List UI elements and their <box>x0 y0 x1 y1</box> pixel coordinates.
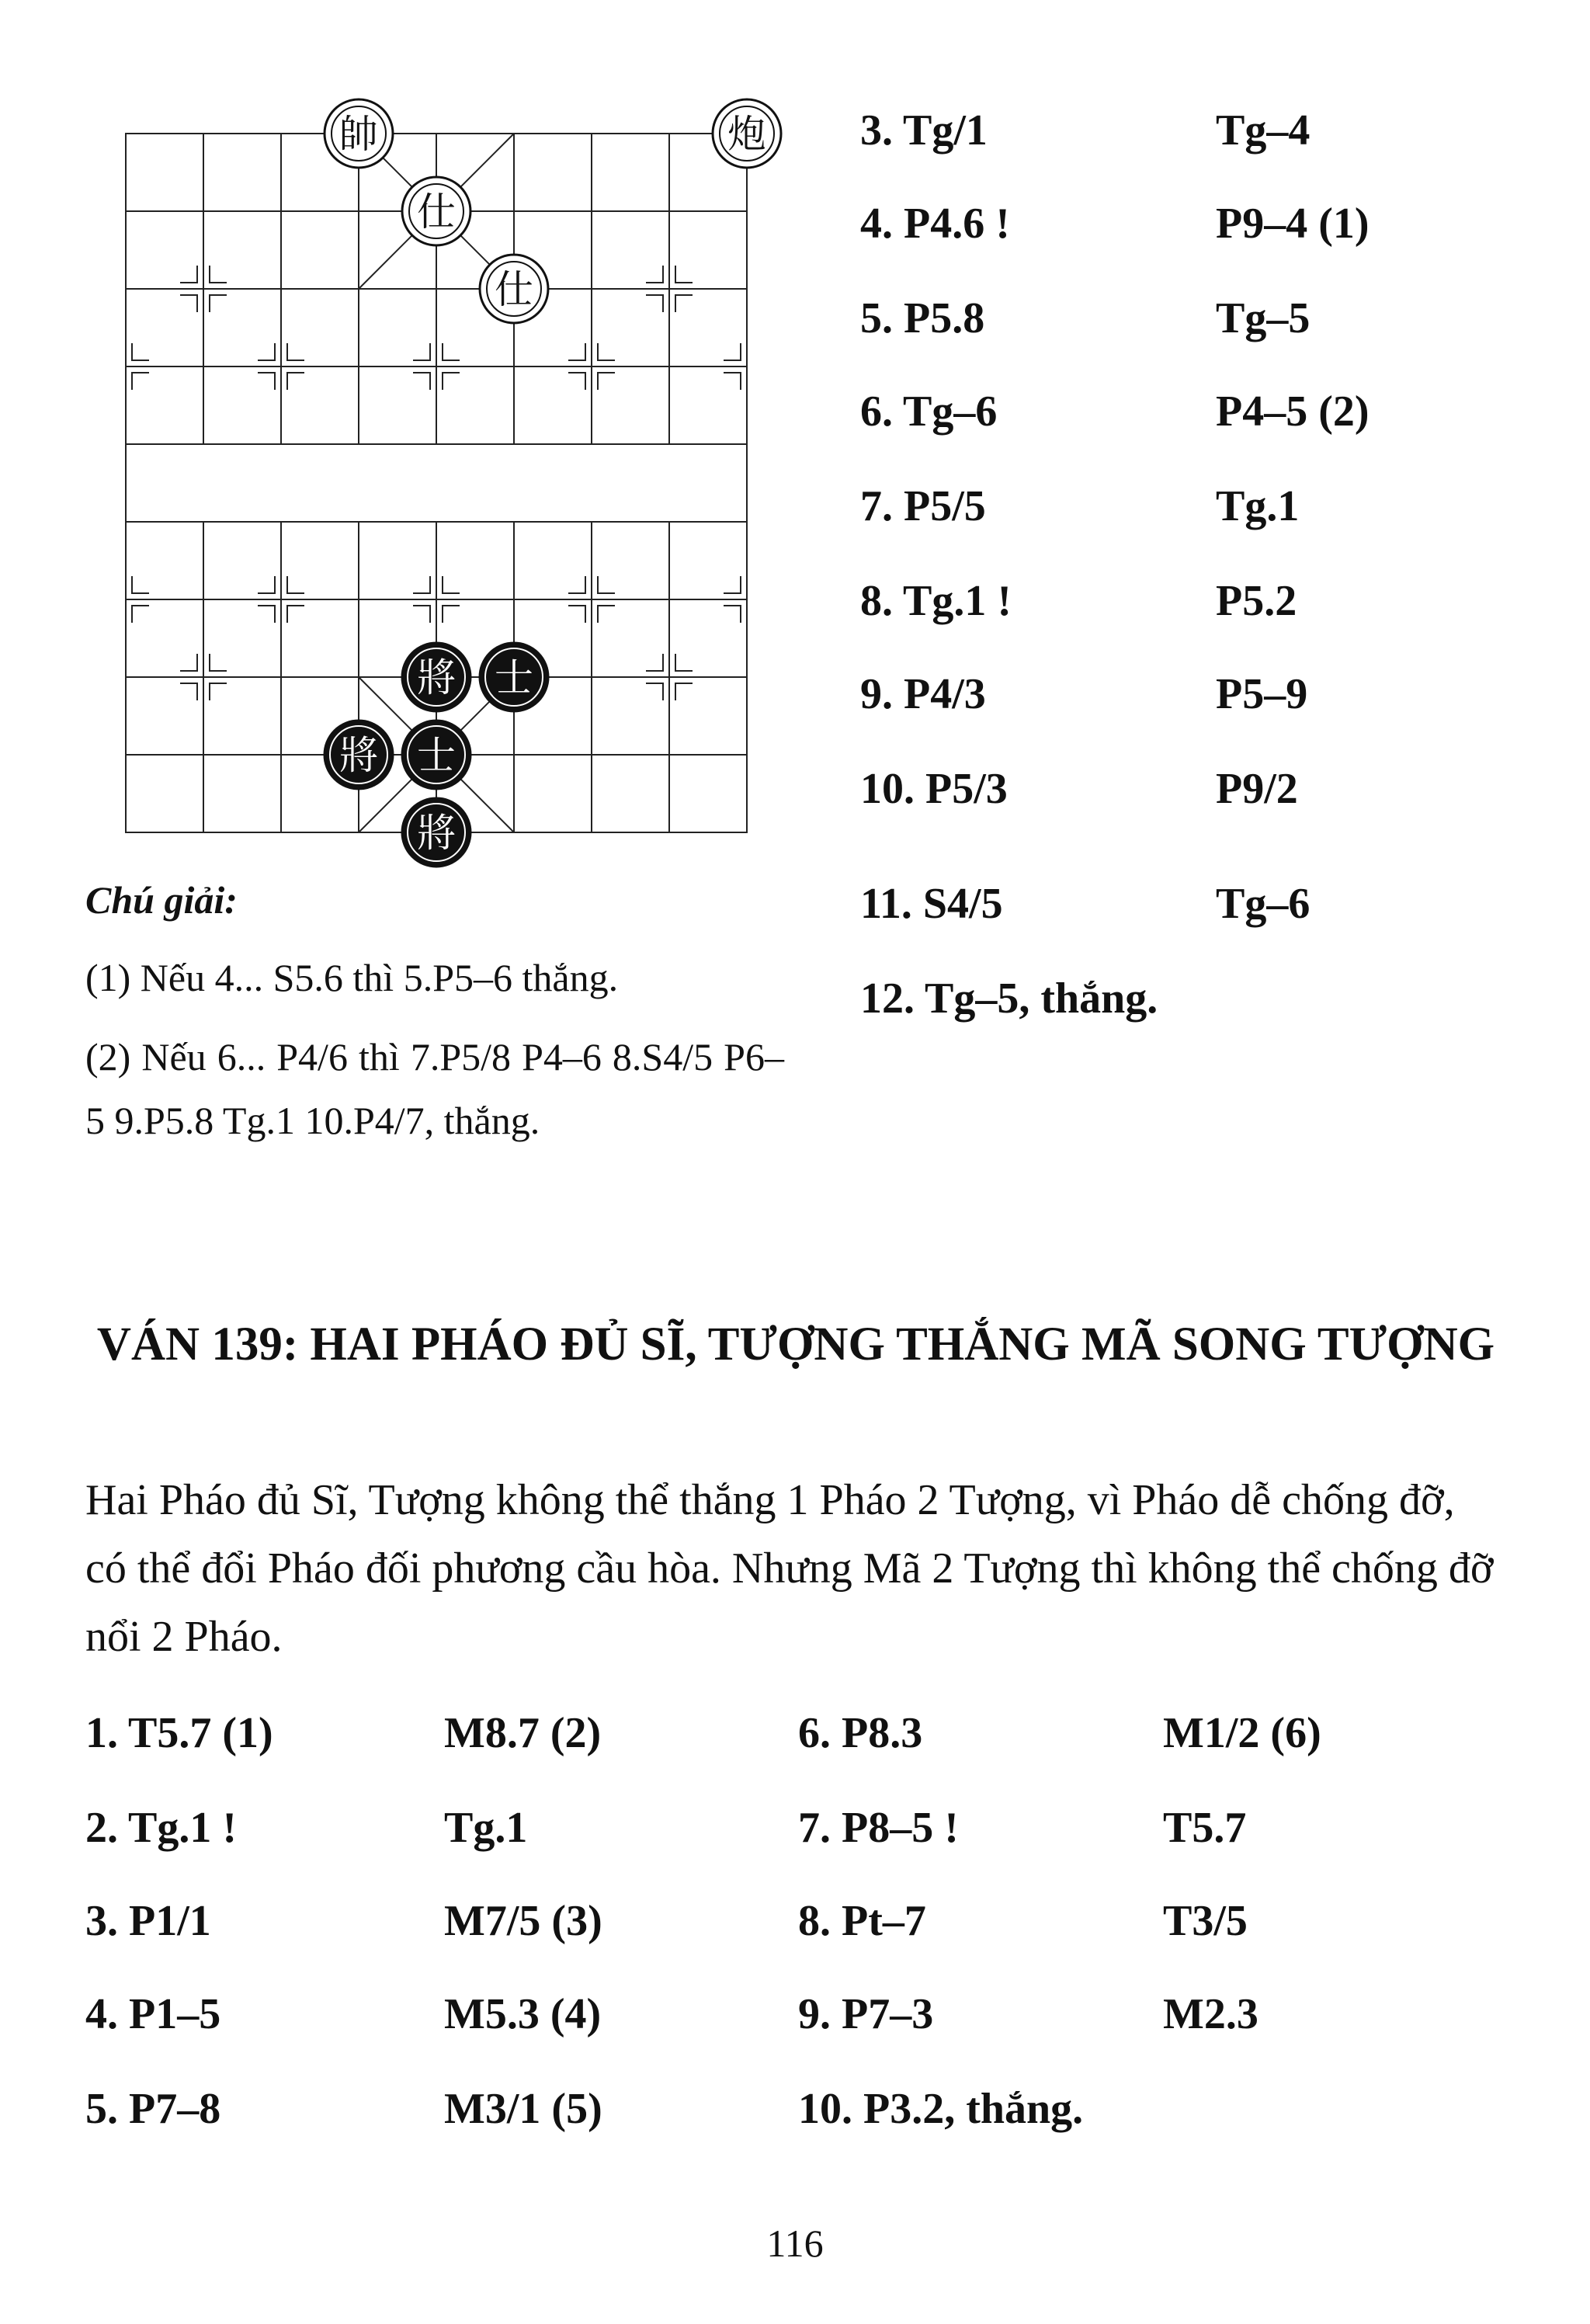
black-general-2-piece <box>325 721 393 789</box>
black-general-3-piece <box>402 798 470 867</box>
move-black: P4–5 (2) <box>1216 387 1370 436</box>
move-black: Tg.1 <box>444 1804 528 1852</box>
move-black: P9–4 (1) <box>1216 200 1370 248</box>
move-red: 6. Tg–6 <box>860 387 998 436</box>
move-black: P5–9 <box>1216 670 1308 718</box>
move-red: 4. P4.6 ! <box>860 200 1010 248</box>
move-red: 8. Tg.1 ! <box>860 577 1012 625</box>
move-black: T3/5 <box>1163 1897 1248 1945</box>
move-black: M1/2 (6) <box>1163 1709 1321 1757</box>
svg-text:士: 士 <box>495 655 533 700</box>
move-black: M8.7 (2) <box>444 1709 602 1757</box>
move-black: P5.2 <box>1216 577 1297 625</box>
section-title: VÁN 139: HAI PHÁO ĐỦ SĨ, TƯỢNG THẮNG MÃ SONG TƯỢNG <box>96 1318 1495 1370</box>
red-cannon-piece <box>713 99 781 168</box>
svg-text:士: 士 <box>417 733 456 778</box>
move-red: 9. P7–3 <box>798 1990 934 2038</box>
move-red: 5. P7–8 <box>85 2085 221 2133</box>
red-advisor-2-piece <box>480 255 548 323</box>
move-red: 7. P5/5 <box>860 482 986 530</box>
move-red: 1. T5.7 (1) <box>85 1709 273 1757</box>
move-black: M7/5 (3) <box>444 1897 602 1945</box>
red-advisor-1-piece <box>402 177 470 245</box>
svg-text:炮: 炮 <box>727 112 766 157</box>
move-red: 8. Pt–7 <box>798 1897 926 1945</box>
section-intro: Hai Pháo đủ Sĩ, Tượng không thể thắng 1 Pháo 2 Tượng, vì Pháo dễ chống đỡ, có thể đổi Pháo đối phương cầu hòa. Nhưng Mã 2 Tượng thì không thể chống đỡ nổi 2 Pháo. <box>85 1476 1494 1661</box>
svg-text:將: 將 <box>339 733 378 778</box>
move-red: 4. P1–5 <box>85 1990 221 2038</box>
move-red: 5. P5.8 <box>860 294 985 342</box>
svg-text:帥: 帥 <box>339 112 378 157</box>
move-black: Tg–6 <box>1216 880 1311 928</box>
move-red: 7. P8–5 ! <box>798 1804 959 1852</box>
move-black: Tg–5 <box>1216 294 1311 342</box>
notes-title: Chú giải: <box>85 878 238 922</box>
move-red: 6. P8.3 <box>798 1709 923 1757</box>
svg-text:將: 將 <box>417 811 456 856</box>
black-general-1-piece <box>402 643 470 711</box>
move-black: M3/1 (5) <box>444 2085 602 2133</box>
note-2: (2) Nếu 6... P4/6 thì 7.P5/8 P4–6 8.S4/5 P6–5 9.P5.8 Tg.1 10.P4/7, thắng. <box>85 1035 784 1142</box>
black-advisor-1-piece <box>480 643 548 711</box>
page-number: 116 <box>766 2222 824 2265</box>
move-black: Tg.1 <box>1216 482 1300 530</box>
xiangqi-board <box>85 93 800 870</box>
move-black: M5.3 (4) <box>444 1990 602 2038</box>
move-red: 2. Tg.1 ! <box>85 1804 237 1852</box>
board-pieces <box>325 99 781 867</box>
move-black: P9/2 <box>1216 765 1298 813</box>
note-1: (1) Nếu 4... S5.6 thì 5.P5–6 thắng. <box>85 956 619 999</box>
move-red: 12. Tg–5, thắng. <box>860 974 1158 1023</box>
move-black: Tg–4 <box>1216 106 1311 155</box>
move-red: 3. Tg/1 <box>860 106 988 155</box>
move-red: 3. P1/1 <box>85 1897 211 1945</box>
svg-text:仕: 仕 <box>417 189 456 234</box>
move-red: 11. S4/5 <box>860 880 1003 928</box>
move-red: 10. P5/3 <box>860 765 1008 813</box>
move-black: M2.3 <box>1163 1990 1258 2038</box>
move-black: T5.7 <box>1163 1804 1247 1852</box>
svg-text:將: 將 <box>417 655 456 700</box>
move-red: 10. P3.2, thắng. <box>798 2085 1084 2133</box>
move-red: 9. P4/3 <box>860 670 986 718</box>
red-king-piece <box>325 99 393 168</box>
black-advisor-2-piece <box>402 721 470 789</box>
svg-text:仕: 仕 <box>495 267 533 312</box>
